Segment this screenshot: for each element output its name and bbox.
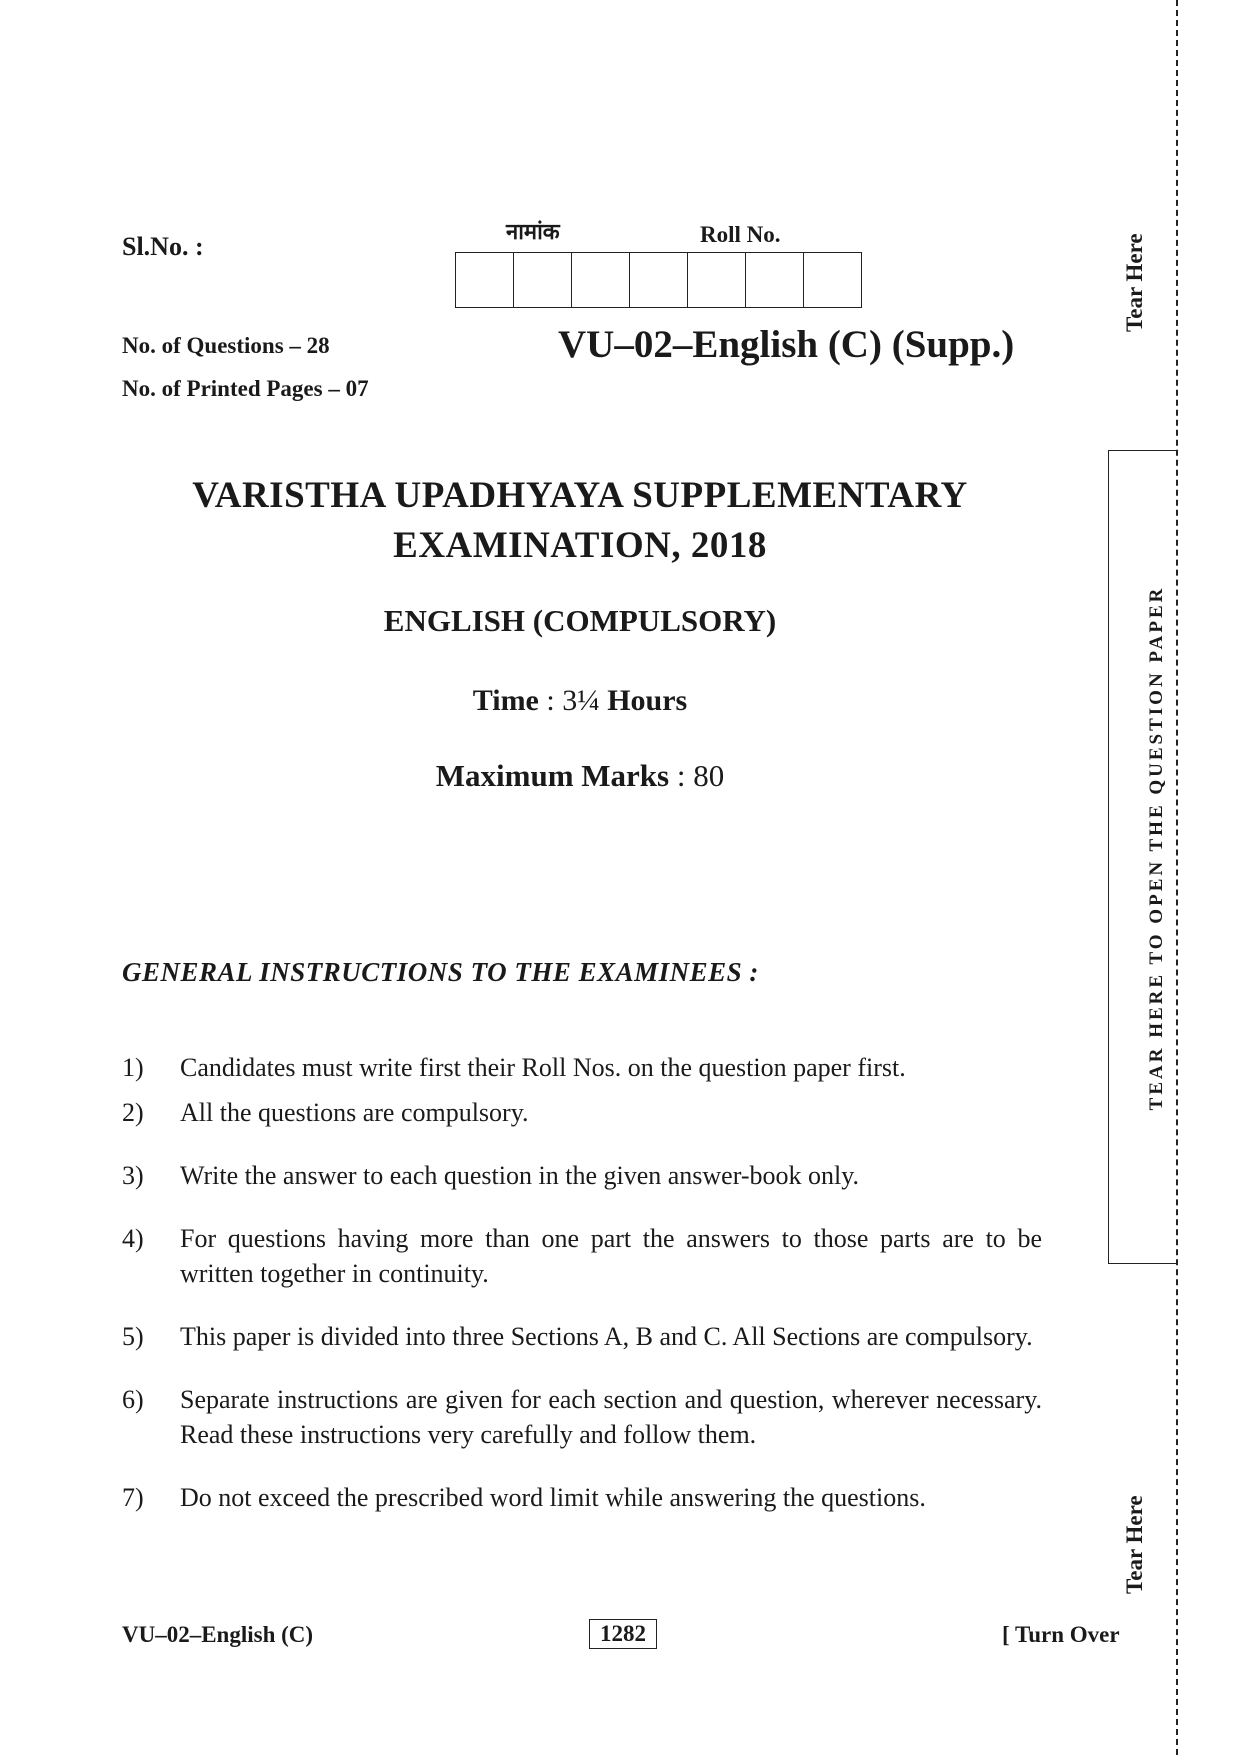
roll-number-boxes — [455, 252, 862, 308]
tear-perforation-line[interactable] — [1176, 0, 1178, 1755]
roll-digit-box[interactable] — [630, 252, 688, 308]
instruction-number: 7) — [122, 1483, 144, 1512]
number-of-printed-pages: No. of Printed Pages – 07 — [122, 376, 369, 401]
roll-digit-box[interactable] — [572, 252, 630, 308]
footer-page-code: 1282 — [589, 1619, 657, 1649]
instruction-number: 1) — [122, 1053, 144, 1082]
roll-digit-box[interactable] — [514, 252, 572, 308]
roll-digit-box[interactable] — [804, 252, 862, 308]
instruction-text: Do not exceed the prescribed word limit while answering the questions. — [180, 1483, 926, 1512]
instruction-item — [122, 1095, 1042, 1130]
tear-here-bottom-label: Tear Here — [1122, 1495, 1147, 1594]
maximum-marks — [0, 758, 1160, 794]
instruction-text: Candidates must write first their Roll Nos. on the question paper first. — [180, 1053, 906, 1082]
time-separator: : — [538, 684, 563, 717]
instructions-heading: GENERAL INSTRUCTIONS TO THE EXAMINEES : — [122, 957, 759, 987]
roll-no-label-hindi: नामांक — [506, 220, 560, 245]
tear-here-top-label: Tear Here — [1122, 233, 1147, 332]
time-value: 3¼ — [562, 684, 600, 717]
instruction-text: This paper is divided into three Sections A, B and C. All Sections are compulsory. — [180, 1322, 1033, 1351]
instruction-number: 3) — [122, 1161, 144, 1190]
instruction-number: 5) — [122, 1322, 144, 1351]
marks-label: Maximum Marks — [435, 758, 670, 793]
instruction-item — [122, 1480, 1042, 1515]
instruction-item — [122, 1158, 1042, 1193]
instruction-item — [122, 1382, 1042, 1452]
number-of-questions: No. of Questions – 28 — [122, 333, 330, 358]
instruction-item — [122, 1319, 1042, 1354]
instruction-item — [122, 1221, 1042, 1291]
roll-digit-box[interactable] — [456, 252, 514, 308]
roll-digit-box[interactable] — [688, 252, 746, 308]
instruction-text: Write the answer to each question in the given answer-book only. — [180, 1161, 860, 1190]
instruction-number: 6) — [122, 1385, 144, 1414]
subject-title: ENGLISH (COMPULSORY) — [383, 603, 777, 638]
instruction-number: 4) — [122, 1224, 144, 1253]
roll-digit-box[interactable] — [746, 252, 804, 308]
instruction-text: All the questions are compulsory. — [180, 1098, 529, 1127]
tear-instruction-label: TEAR HERE TO OPEN THE QUESTION PAPER — [1146, 585, 1167, 1111]
exam-title-line1: VARISTHA UPADHYAYA SUPPLEMENTARY — [192, 475, 968, 516]
paper-code: VU–02–English (C) (Supp.) — [558, 323, 1015, 366]
time-label: Time — [472, 684, 539, 717]
marks-separator: : — [669, 758, 694, 793]
instruction-number: 2) — [122, 1098, 144, 1127]
exam-title-line2: EXAMINATION, 2018 — [393, 525, 767, 566]
instruction-text: Separate instructions are given for each section and question, wherever necessary. Read these instructions very carefully and follow them. — [180, 1385, 1042, 1449]
serial-number-label: Sl.No. : — [122, 232, 204, 261]
instruction-text: For questions having more than one part the answers to those parts are to be written together in continuity. — [180, 1224, 1042, 1288]
instruction-item — [122, 1050, 1042, 1085]
roll-no-label: Roll No. — [700, 222, 781, 247]
instructions-list — [122, 1050, 1042, 1515]
exam-time — [0, 684, 1160, 718]
time-unit: Hours — [599, 684, 688, 717]
turn-over-label: [ Turn Over — [1002, 1622, 1120, 1647]
marks-value: 80 — [693, 758, 725, 793]
footer-paper-code: VU–02–English (C) — [122, 1622, 314, 1647]
